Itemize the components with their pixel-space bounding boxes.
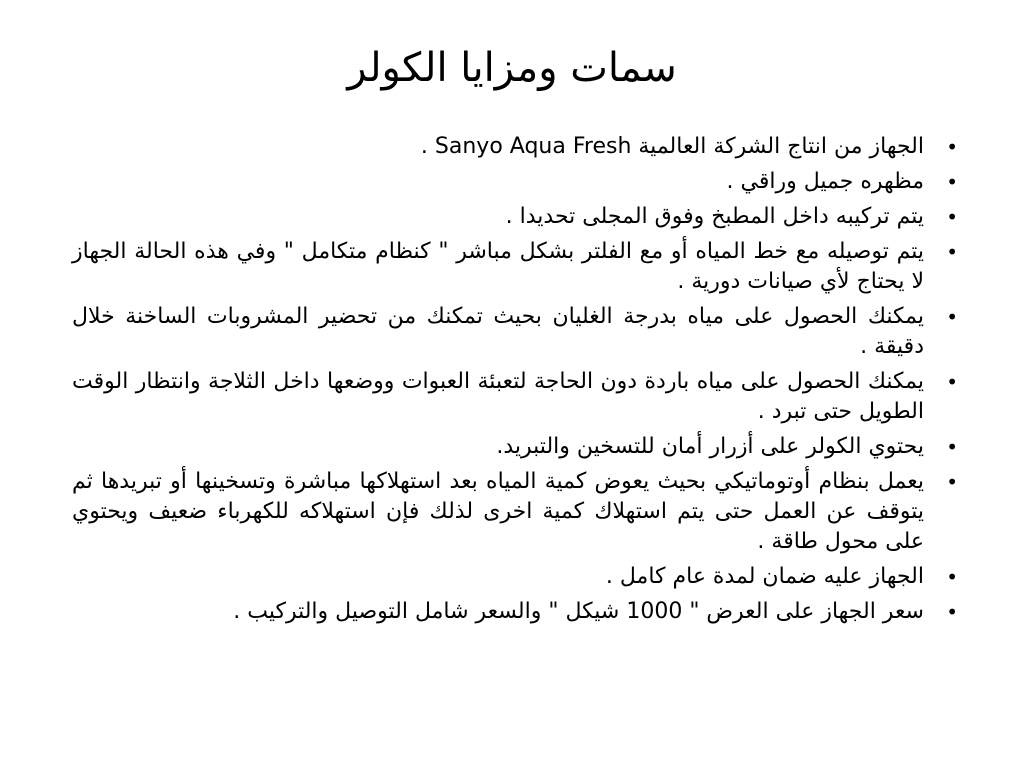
bullet-item (72, 167, 972, 197)
bullet-marker: • (946, 135, 958, 159)
bullet-text: يمكنك الحصول على مياه بدرجة الغليان بحيث تمكنك من تحضير المشروبات الساخنة خلال دقيقة . (72, 304, 924, 359)
bullet-text: سعر الجهاز على العرض " 1000 شيكل " والسعر شامل التوصيل والتركيب . (233, 599, 924, 624)
bullet-marker: • (946, 240, 958, 264)
bullet-text: الجهاز من انتاج الشركة العالمية Sanyo Aqua Fresh . (420, 134, 924, 159)
bullet-item (72, 597, 972, 627)
bullet-item (72, 237, 972, 297)
bullet-marker: • (946, 205, 958, 229)
bullet-marker: • (946, 170, 958, 194)
bullet-text: الجهاز عليه ضمان لمدة عام كامل . (605, 564, 924, 589)
bullet-text: يتم توصيله مع خط المياه أو مع الفلتر بشكل مباشر " كنظام متكامل " وفي هذه الحالة الجهاز لا يحتاج لأي صيانات دورية . (72, 239, 924, 294)
bullet-marker: • (946, 305, 958, 329)
bullet-item (72, 367, 972, 427)
bullet-item (72, 432, 972, 462)
bullet-marker: • (946, 600, 958, 624)
bullet-text: يحتوي الكولر على أزرار أمان للتسخين والتبريد. (496, 434, 924, 459)
bullet-text: يعمل بنظام أوتوماتيكي بحيث يعوض كمية المياه بعد استهلاكها مباشرة وتسخينها أو تبريدها ثم يتوقف عن العمل حتى يتم استهلاك كمية اخرى لذلك فإن استهلاكه للكهرباء ضعيف ويحتوي على محول طاقة . (72, 469, 924, 554)
bullet-item (72, 562, 972, 592)
bullet-marker: • (946, 565, 958, 589)
bullet-text: مظهره جميل وراقي . (726, 169, 924, 194)
bullet-item (72, 467, 972, 557)
bullet-item (72, 132, 972, 162)
bullet-marker: • (946, 370, 958, 394)
bullet-item (72, 202, 972, 232)
bullet-item (72, 302, 972, 362)
bullet-marker: • (946, 470, 958, 494)
bullet-list (72, 132, 972, 632)
bullet-text: يمكنك الحصول على مياه باردة دون الحاجة لتعبئة العبوات ووضعها داخل الثلاجة وانتظار الوقت الطويل حتى تبرد . (72, 369, 924, 424)
bullet-text: يتم تركيبه داخل المطبخ وفوق المجلى تحديدا . (505, 204, 924, 229)
bullet-marker: • (946, 435, 958, 459)
slide-title: سمات ومزايا الكولر (347, 45, 677, 91)
